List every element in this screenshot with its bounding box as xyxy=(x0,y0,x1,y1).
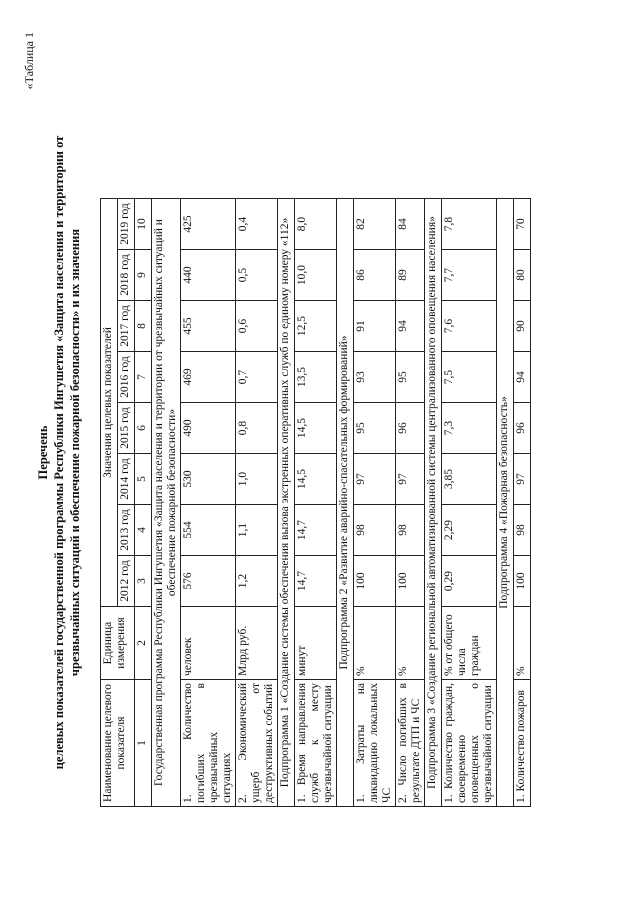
table-row xyxy=(295,199,337,807)
indicator-value: 98 xyxy=(514,505,531,556)
year-header: 2015 год xyxy=(118,403,135,454)
indicator-value: 80 xyxy=(514,250,531,301)
title-line-3: чрезвычайных ситуаций и обеспечение пожарной безопасности» и их значения xyxy=(68,228,82,677)
indicator-name: 1. Количество погибших в чрезвычайных ситуациях xyxy=(181,680,236,807)
indicators-table xyxy=(100,198,531,807)
section-title: Подпрограмма 4 «Пожарная безопасность» xyxy=(497,199,514,807)
indicator-unit: % xyxy=(514,607,531,680)
indicator-value: 7,6 xyxy=(442,301,497,352)
column-number: 9 xyxy=(135,250,152,301)
indicator-value: 7,8 xyxy=(442,199,497,250)
indicator-value: 96 xyxy=(396,403,425,454)
header-values-group: Значения целевых показателей xyxy=(101,199,118,607)
year-header: 2012 год xyxy=(118,556,135,607)
indicator-value: 8,0 xyxy=(295,199,337,250)
indicator-value: 82 xyxy=(354,199,396,250)
indicator-name: 1. Количество пожаров xyxy=(514,680,531,807)
indicator-value: 0,5 xyxy=(236,250,278,301)
column-number: 2 xyxy=(135,607,152,680)
column-number: 4 xyxy=(135,505,152,556)
column-number: 6 xyxy=(135,403,152,454)
section-row xyxy=(497,199,514,807)
indicator-value: 96 xyxy=(514,403,531,454)
indicator-value: 490 xyxy=(181,403,236,454)
indicator-name: 1. Количество граждан, своевременно оповещенных о чрезвычайной ситуации xyxy=(442,680,497,807)
indicator-unit: % от общего числа граждан xyxy=(442,607,497,680)
section-row xyxy=(152,199,181,807)
indicator-value: 98 xyxy=(396,505,425,556)
indicator-value: 94 xyxy=(396,301,425,352)
indicator-value: 100 xyxy=(354,556,396,607)
column-number: 8 xyxy=(135,301,152,352)
indicator-value: 91 xyxy=(354,301,396,352)
indicator-name: 2. Экономический ущерб от деструктивных событий xyxy=(236,680,278,807)
indicator-value: 100 xyxy=(514,556,531,607)
indicator-value: 0,4 xyxy=(236,199,278,250)
indicator-unit: Млрд руб. xyxy=(236,607,278,680)
section-title: Государственная программа Республики Ингушетия «Защита населения и территории от чрезвычайных ситуаций и обеспечение пожарной безопасности» xyxy=(152,199,181,807)
indicator-value: 98 xyxy=(354,505,396,556)
indicator-value: 530 xyxy=(181,454,236,505)
column-number: 10 xyxy=(135,199,152,250)
section-title: Подпрограмма 2 «Развитие аварийно-спасательных формирований» xyxy=(337,199,354,807)
indicator-unit: минут xyxy=(295,607,337,680)
column-number: 1 xyxy=(135,680,152,807)
indicator-value: 70 xyxy=(514,199,531,250)
indicator-value: 0,7 xyxy=(236,352,278,403)
section-row xyxy=(337,199,354,807)
indicator-value: 1,0 xyxy=(236,454,278,505)
section-title: Подпрограмма 3 «Создание региональной автоматизированной системы централизованного оповещения населения» xyxy=(425,199,442,807)
indicator-value: 554 xyxy=(181,505,236,556)
indicator-value: 7,3 xyxy=(442,403,497,454)
indicator-value: 93 xyxy=(354,352,396,403)
year-header: 2013 год xyxy=(118,505,135,556)
indicator-value: 576 xyxy=(181,556,236,607)
indicator-name: 1. Затраты на ликвидацию локальных ЧС xyxy=(354,680,396,807)
indicator-value: 95 xyxy=(396,352,425,403)
indicator-value: 0,29 xyxy=(442,556,497,607)
table-row xyxy=(396,199,425,807)
column-numbers-row xyxy=(135,199,152,807)
section-row xyxy=(425,199,442,807)
year-header: 2016 год xyxy=(118,352,135,403)
header-unit: Единица измерения xyxy=(101,607,135,680)
section-title: Подпрограмма 1 «Создание системы обеспечения вызова экстренных оперативных служб по единому номеру «112» xyxy=(278,199,295,807)
indicator-value: 13,5 xyxy=(295,352,337,403)
indicator-unit: человек xyxy=(181,607,236,680)
table-label: «Таблица 1 xyxy=(22,32,36,90)
indicator-value: 7,5 xyxy=(442,352,497,403)
table-row xyxy=(514,199,531,807)
indicator-value: 95 xyxy=(354,403,396,454)
table-row xyxy=(236,199,278,807)
indicator-unit: % xyxy=(354,607,396,680)
table-row xyxy=(442,199,497,807)
indicator-value: 14,5 xyxy=(295,454,337,505)
indicator-value: 97 xyxy=(396,454,425,505)
indicator-value: 97 xyxy=(514,454,531,505)
indicator-value: 14,5 xyxy=(295,403,337,454)
indicator-value: 469 xyxy=(181,352,236,403)
title-line-2: целевых показателей государственной программы Республики Ингушетия «Защита населения и территории от xyxy=(52,135,66,770)
indicator-value: 94 xyxy=(514,352,531,403)
year-header: 2017 год xyxy=(118,301,135,352)
indicator-name: 2. Число погибших в результате ДТП и ЧС xyxy=(396,680,425,807)
year-header: 2014 год xyxy=(118,454,135,505)
header-row xyxy=(101,199,118,807)
column-number: 7 xyxy=(135,352,152,403)
section-row xyxy=(278,199,295,807)
year-header: 2019 год xyxy=(118,199,135,250)
indicator-value: 90 xyxy=(514,301,531,352)
indicator-value: 2,29 xyxy=(442,505,497,556)
column-number: 5 xyxy=(135,454,152,505)
indicator-value: 7,7 xyxy=(442,250,497,301)
header-name: Наименование целевого показателя xyxy=(101,680,135,807)
indicator-value: 440 xyxy=(181,250,236,301)
indicator-value: 14,7 xyxy=(295,556,337,607)
indicator-value: 1,1 xyxy=(236,505,278,556)
indicator-value: 97 xyxy=(354,454,396,505)
table-row xyxy=(181,199,236,807)
indicator-value: 89 xyxy=(396,250,425,301)
year-header: 2018 год xyxy=(118,250,135,301)
indicator-value: 86 xyxy=(354,250,396,301)
indicator-value: 3,85 xyxy=(442,454,497,505)
column-number: 3 xyxy=(135,556,152,607)
indicator-value: 84 xyxy=(396,199,425,250)
indicator-value: 425 xyxy=(181,199,236,250)
indicator-value: 455 xyxy=(181,301,236,352)
indicator-value: 0,6 xyxy=(236,301,278,352)
indicator-value: 1,2 xyxy=(236,556,278,607)
indicator-name: 1. Время направления служб к месту чрезвычайной ситуации xyxy=(295,680,337,807)
table-row xyxy=(354,199,396,807)
indicator-value: 10,0 xyxy=(295,250,337,301)
indicator-value: 14,7 xyxy=(295,505,337,556)
indicator-value: 12,5 xyxy=(295,301,337,352)
indicator-unit: % xyxy=(396,607,425,680)
title-line-1: Перечень xyxy=(36,425,50,480)
indicator-value: 0,8 xyxy=(236,403,278,454)
indicator-value: 100 xyxy=(396,556,425,607)
